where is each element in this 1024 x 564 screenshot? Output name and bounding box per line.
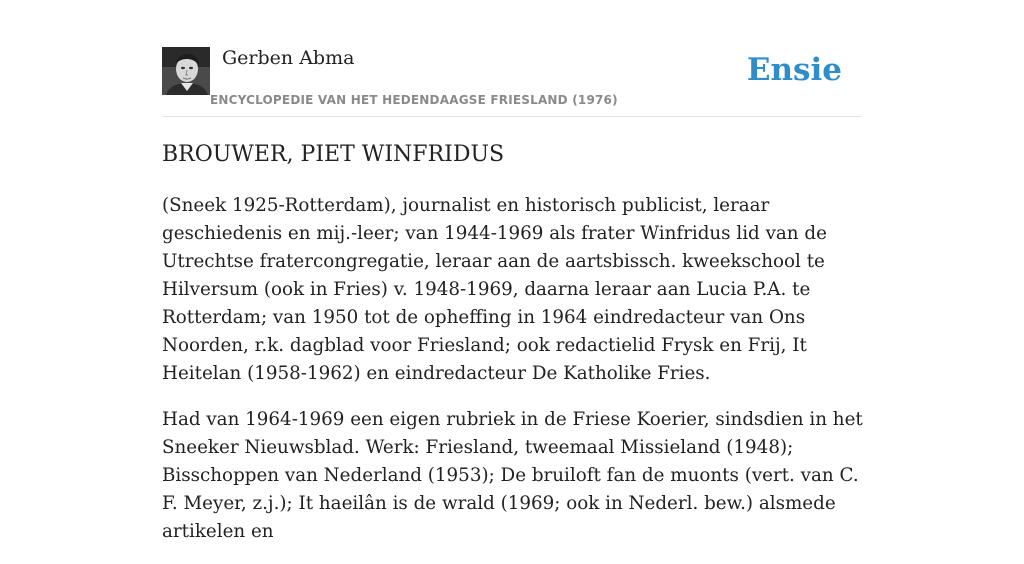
ensie-logo[interactable]: Ensie xyxy=(746,52,842,88)
author-name[interactable]: Gerben Abma xyxy=(222,47,355,69)
article-body xyxy=(162,192,867,564)
source-label[interactable]: ENCYCLOPEDIE VAN HET HEDENDAAGSE FRIESLAND (1976) xyxy=(210,93,618,107)
article-header xyxy=(162,46,862,117)
article-paragraph: (Sneek 1925-Rotterdam), journalist en historisch publicist, leraar geschiedenis en mij.-leer; van 1944-1969 als frater Winfridus lid van de Utrechtse fratercongregatie, leraar aan de aartsbissch. kweekschool te Hilversum (ook in Fries) v. 1948-1969, daarna leraar aan Lucia P.A. te Rotterdam; van 1950 tot de opheffing in 1964 eindredacteur van Ons Noorden, r.k. dagblad voor Friesland; ook redactielid Frysk en Frij, It Heitelan (1958-1962) en eindredacteur De Katholike Fries. xyxy=(162,195,827,384)
author-avatar[interactable] xyxy=(162,47,210,95)
author-portrait-icon xyxy=(162,47,210,95)
article-title: BROUWER, PIET WINFRIDUS xyxy=(162,142,505,167)
article-paragraph: Had van 1964-1969 een eigen rubriek in de Friese Koerier, sindsdien in het Sneeker Nieuwsblad. Werk: Friesland, tweemaal Missieland (1948); Bisschoppen van Nederland (1953); De bruiloft fan de muonts (vert. van C. F. Meyer, z.j.); It haeilân is de wrald (1969; ook in Nederl. bew.) alsmede artikelen en xyxy=(162,409,863,542)
